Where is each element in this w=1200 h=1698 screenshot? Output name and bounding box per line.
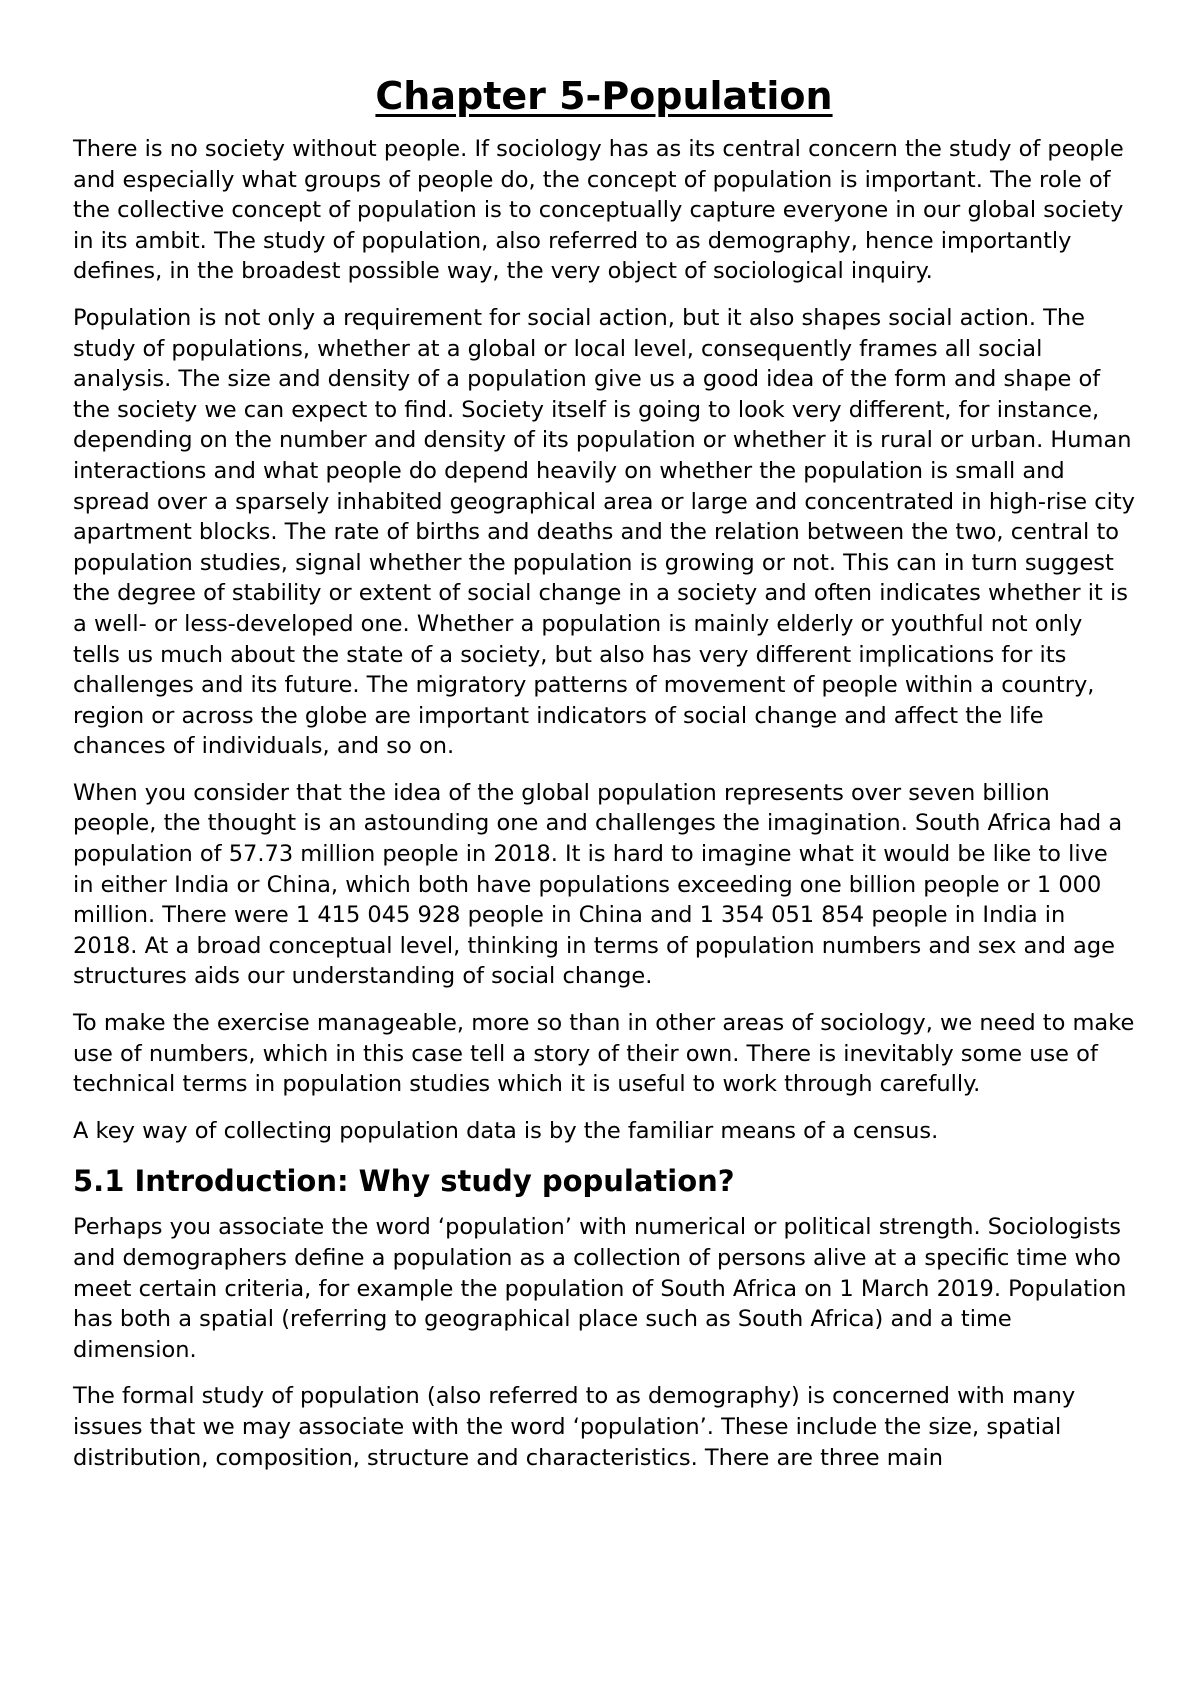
intro-paragraph: A key way of collecting population data is by the familiar means of a census. — [73, 1117, 939, 1144]
intro-paragraph: When you consider that the idea of the global population represents over seven billion people, the thought is an astounding one and challenges the imagination. South Africa had a population of 57.73 million people in 2018. It is hard to imagine what it would be like to live in either India or China, which both have populations exceeding one billion people or 1 000 million. There were 1 415 045 928 people in China and 1 354 051 854 people in India in 2018. At a broad conceptual level, thinking in terms of population numbers and sex and age structures aids our understanding of social change. — [73, 779, 1123, 990]
section-paragraph: The formal study of population (also referred to as demography) is concerned with many issues that we may associate with the word ‘population’. These include the size, spatial distribution, composition, structure and characteristics. There are three main — [73, 1383, 1076, 1471]
document-page — [73, 68, 1135, 1489]
section-heading: 5.1 Introduction: Why study population? — [73, 1164, 735, 1199]
section-paragraph: Perhaps you associate the word ‘population’ with numerical or political strength. Sociologists and demographers define a population as a collection of persons alive at a specific time who meet certain criteria, for example the population of South Africa on 1 March 2019. Population has both a spatial (referring to geographical place such as South Africa) and a time dimension. — [73, 1214, 1127, 1363]
intro-paragraph: There is no society without people. If sociology has as its central concern the study of people and especially what groups of people do, the concept of population is important. The role of the collective concept of population is to conceptually capture everyone in our global society in its ambit. The study of population, also referred to as demography, hence importantly defines, in the broadest possible way, the very object of sociological inquiry. — [73, 136, 1124, 285]
chapter-title: Chapter 5-Population — [375, 74, 833, 118]
intro-paragraph: Population is not only a requirement for social action, but it also shapes social action. The study of populations, whether at a global or local level, consequently frames all social analysis. The size and density of a population give us a good idea of the form and shape of the society we can expect to find. Society itself is going to look very different, for instance, depending on the number and density of its population or whether it is rural or urban. Human interactions and what people do depend heavily on whether the population is small and spread over a sparsely inhabited geographical area or large and concentrated in high-rise city apartment blocks. The rate of births and deaths and the relation between the two, central to population studies, signal whether the population is growing or not. This can in turn suggest the degree of stability or extent of social change in a society and often indicates whether it is a well- or less-developed one. Whether a population is mainly elderly or youthful not only tells us much about the state of a society, but also has very different implications for its challenges and its future. The migratory patterns of movement of people within a country, region or across the globe are important indicators of social change and affect the life chances of individuals, and so on. — [73, 304, 1135, 760]
intro-paragraph: To make the exercise manageable, more so than in other areas of sociology, we need to make use of numbers, which in this case tell a story of their own. There is inevitably some use of technical terms in population studies which it is useful to work through carefully. — [73, 1010, 1135, 1098]
